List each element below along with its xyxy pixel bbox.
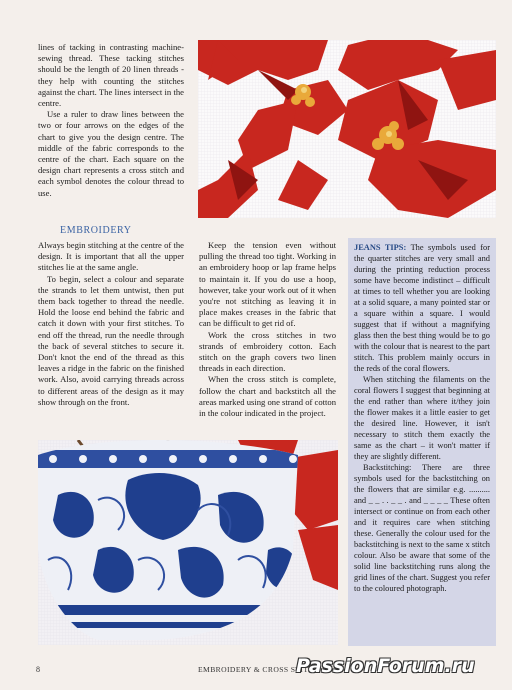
page-number: 8 [36, 665, 40, 674]
magazine-footer: EMBROIDERY & CROSS STITCH [198, 665, 320, 674]
col1-bottom-paragraph-1: Always begin stitching at the centre of the design. It is important that all the upper stitches lie at the same angle. [38, 240, 184, 273]
section-heading-embroidery: EMBROIDERY [60, 225, 132, 236]
col1-top-paragraph-1: lines of tacking in contrasting machine-sewing thread. These tacking stitches should be the length of 20 linen threads - they help with counting the stitches against the chart. The lines intersect in the centre. [38, 42, 184, 109]
col1-top-paragraph-2: Use a ruler to draw lines between the two or four arrows on the edges of the chart to give you the design centre. The middle of the fabric corresponds to the centre of the chart. Each square on the design chart represents a cross stitch and each symbol denotes the colour thread to use. [38, 109, 184, 198]
column1-bottom-text [38, 240, 184, 408]
coral-flowers-illustration [198, 40, 496, 218]
jeans-tips-box [348, 238, 496, 646]
bowl-illustration [38, 440, 338, 645]
tips-paragraph-2: When stitching the filaments on the coral flowers I suggest that beginning at the end rather than where it/they join the flower makes it a little easier to get the desired line. However, it isn't necessary to stitch them exactly the same as the chart – it won't matter if they are slightly different. [354, 375, 490, 461]
col2-paragraph-1: Keep the tension even without pulling the thread too tight. Working in an embroidery hoop or lap frame helps to maintain it. If you do use a hoop, however, take your work out of it when you're not stitching as leaving it in place makes creases in the fabric that can be difficult to get rid of. [199, 240, 336, 329]
tips-paragraph-1 [354, 242, 490, 374]
coral-flowers-photo [198, 40, 496, 218]
column1-top-text [38, 42, 184, 199]
tips-paragraph-3: Backstitching: There are three symbols used for the backstitching on the flowers that are similar e.g. .......... and _ _ . . _ _ . and _ _ _ _ These often intersect or continue on from each other and it requires care when stitching these. Generally the colour used for the backstitching is next to the same x stitch colour. Also be aware that some of the solid line backstitching runs along the grid lines of the chart. Suggest you refer to the coloured photograph. [354, 463, 490, 593]
col2-paragraph-3: When the cross stitch is complete, follow the chart and backstitch all the areas marked using one strand of cotton in the colour indicated in the project. [199, 374, 336, 419]
column2-text [199, 240, 336, 419]
col2-paragraph-2: Work the cross stitches in two strands of embroidery cotton. Each stitch on the graph covers two linen threads in each direction. [199, 329, 336, 374]
blue-white-bowl-photo [38, 440, 338, 645]
tips-label: JEANS TIPS: [354, 243, 407, 252]
tips-text-1: The symbols used for the quarter stitches are very small and during the printing reduction process some have become indistinct – difficult at times to tell whether you are looking at a solid square, a many pointed star or a square within a square. I would suggest that if without a magnifying glass then the best thing would be to go with the colour that is nearest to the part stitch. This problem mainly occurs in the reds of the coral flowers. [354, 243, 490, 373]
forum-watermark: PassionForum.ru [296, 655, 475, 677]
col1-bottom-paragraph-2: To begin, select a colour and separate the strands to let them untwist, then put them back together to thread the needle. Hold the loose end behind the fabric and catch it down with your first stitches. To end off the thread, run the needle through the back of several stitches to secure it. Don't knot the end of the thread as this leaves a ridge in the fabric on the finished work. Also, avoid carrying threads across to different areas of the design as it may show through on the front. [38, 273, 184, 407]
